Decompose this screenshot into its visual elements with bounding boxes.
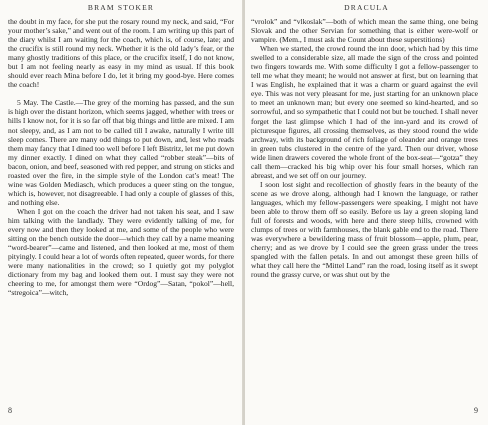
page-number-right: 9: [474, 406, 478, 415]
left-page: [0, 0, 243, 425]
paragraph: 5 May. The Castle.—The grey of the morning has passed, and the sun is high over the distant horizon, which seems jagged, whether with trees or hills I know not, for it is so far off that big things and little are mixed. I am not sleepy, and, as I am not to be called till I awake, naturally I write till sleep comes. There are many odd things to put down, and, lest who reads them may fancy that I dined too well before I left Bistritz, let me put down my dinner exactly. I dined on what they called “robber steak”—bits of bacon, onion, and beef, seasoned with red pepper, and strung on sticks and roasted over the fire, in the simple style of the London cat’s meat! The wine was Golden Mediasch, which produces a queer sting on the tongue, which is, however, not disagreeable. I had only a couple of glasses of this, and nothing else.: [8, 98, 234, 207]
paragraph: When we started, the crowd round the inn door, which had by this time swelled to a considerable size, all made the sign of the cross and pointed two fingers towards me. With some difficulty I got a fellow-passenger to tell me what they meant; he would not answer at first, but on learning that I was English, he explained that it was a charm or guard against the evil eye. This was not very pleasant for me, just starting for an unknown place to meet an unknown man; but every one seemed so kind-hearted, and so sorrowful, and so sympathetic that I could not but be touched. I shall never forget the last glimpse which I had of the inn-yard and its crowd of picturesque figures, all crossing themselves, as they stood round the wide archway, with its background of rich foliage of oleander and orange trees in green tubs clustered in the centre of the yard. Then our driver, whose wide linen drawers covered the whole front of the box-seat—“gotza” they call them—cracked his big whip over his four small horses, which ran abreast, and we set off on our journey.: [251, 44, 478, 180]
page-number-left: 8: [8, 406, 12, 415]
running-head-title: DRACULA: [344, 3, 389, 12]
paragraph: When I got on the coach the driver had not taken his seat, and I saw him talking with the landlady. They were evidently talking of me, for every now and then they looked at me, and some of the people who were sitting on the bench outside the door—which they call by a name meaning “word-bearer”—came and listened, and then looked at me, most of them pityingly. I could hear a lot of words often repeated, queer words, for there were many nationalities in the crowd; so I quietly got my polyglot dictionary from my bag and looked them out. I must say they were not cheering to me, for amongst them were “Ordog”—Satan, “pokol”—hell, “stregoica”—witch,: [8, 206, 234, 298]
left-page-text: [8, 17, 234, 297]
right-page-text: [251, 17, 478, 279]
paragraph: I soon lost sight and recollection of ghostly fears in the beauty of the scene as we drove along, although had I known the language, or rather languages, which my fellow-passengers were speaking, I might not have been able to throw them off so easily. Before us lay a green sloping land full of forests and woods, with here and there steep hills, crowned with clumps of trees or with farmhouses, the blank gable end to the road. There was everywhere a bewildering mass of fruit blossom—apple, plum, pear, cherry; and as we drove by I could see the green grass under the trees spangled with the fallen petals. In and out amongst these green hills of what they call here the “Mittel Land” ran the road, losing itself as it swept round the grassy curve, or was shut out by the: [251, 179, 478, 280]
paragraph: “vrolok” and “vlkoslak”—both of which mean the same thing, one being Slovak and the other Servian for something that is either were-wolf or vampire. (Mem., I must ask the Count about these superstitions): [251, 17, 478, 45]
right-page: [245, 0, 488, 425]
paragraph: the doubt in my face, for she put the rosary round my neck, and said, “For your mother’s sake,” and went out of the room. I am writing up this part of the diary whilst I am waiting for the coach, which is, of course, late; and the crucifix is still round my neck. Whether it is the old lady’s fear, or the many ghostly traditions of this place, or the crucifix itself, I do not know, but I am not feeling nearly as easy in my mind as usual. If this book should ever reach Mina before I do, let it bring my good-bye. Here comes the coach!: [8, 17, 235, 90]
running-head-author: BRAM STOKER: [87, 3, 155, 12]
